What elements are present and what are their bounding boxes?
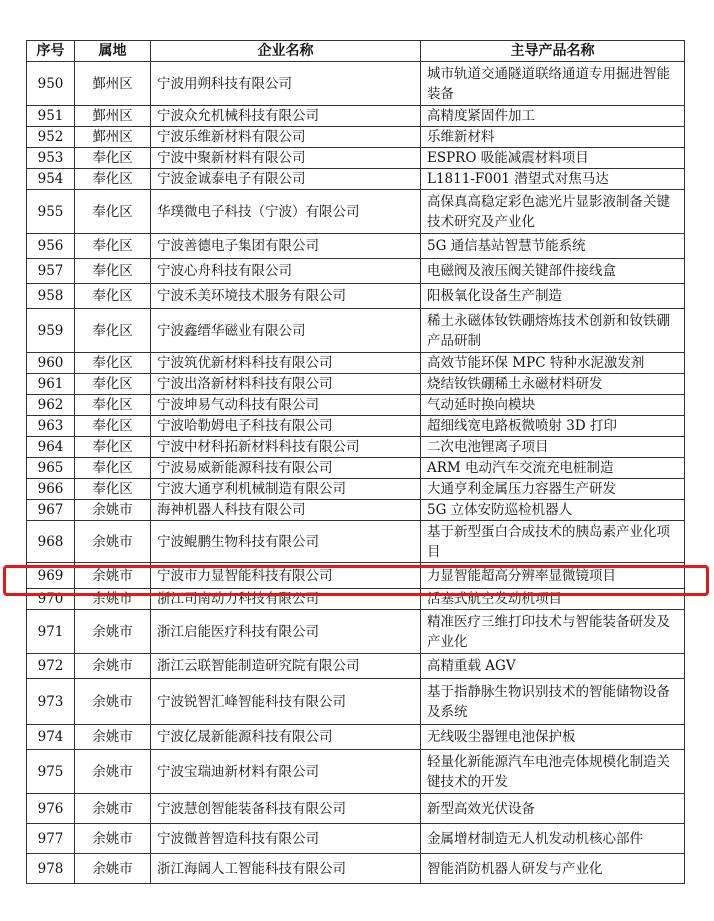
table-row bbox=[27, 62, 685, 106]
product-cell: 高保真高稳定彩色滤光片显影液制备关键技术研究及产业化 bbox=[421, 190, 685, 234]
product-cell: 阳极氧化设备生产制造 bbox=[421, 284, 685, 309]
product-cell: 无线吸尘器锂电池保护板 bbox=[421, 725, 685, 750]
seq-cell: 951 bbox=[27, 106, 75, 127]
table-row bbox=[27, 353, 685, 374]
product-cell: 乐维新材料 bbox=[421, 127, 685, 148]
company-cell: 宁波宝瑞迪新材料有限公司 bbox=[151, 750, 421, 794]
seq-cell: 965 bbox=[27, 458, 75, 479]
seq-cell: 963 bbox=[27, 416, 75, 437]
area-cell: 奉化区 bbox=[75, 190, 151, 234]
area-cell: 余姚市 bbox=[75, 563, 151, 589]
area-cell: 余姚市 bbox=[75, 750, 151, 794]
area-cell: 鄞州区 bbox=[75, 106, 151, 127]
product-cell: 二次电池锂离子项目 bbox=[421, 437, 685, 458]
area-cell: 奉化区 bbox=[75, 234, 151, 259]
area-cell: 奉化区 bbox=[75, 416, 151, 437]
area-cell: 奉化区 bbox=[75, 148, 151, 169]
table-row bbox=[27, 127, 685, 148]
area-cell: 奉化区 bbox=[75, 309, 151, 353]
seq-cell: 964 bbox=[27, 437, 75, 458]
seq-cell: 952 bbox=[27, 127, 75, 148]
product-cell: 气动延时换向模块 bbox=[421, 395, 685, 416]
table-row bbox=[27, 169, 685, 190]
company-cell: 宁波善德电子集团有限公司 bbox=[151, 234, 421, 259]
company-cell: 宁波微普智造科技有限公司 bbox=[151, 824, 421, 854]
seq-cell: 968 bbox=[27, 521, 75, 563]
product-cell: 活塞式航空发动机项目 bbox=[421, 589, 685, 610]
company-cell: 宁波乐维新材料有限公司 bbox=[151, 127, 421, 148]
table-row bbox=[27, 148, 685, 169]
area-cell: 奉化区 bbox=[75, 284, 151, 309]
table-row bbox=[27, 654, 685, 679]
company-cell: 宁波亿晟新能源科技有限公司 bbox=[151, 725, 421, 750]
table-row bbox=[27, 309, 685, 353]
product-cell: 烧结钕铁硼稀土永磁材料研发 bbox=[421, 374, 685, 395]
table-row bbox=[27, 458, 685, 479]
table-row bbox=[27, 395, 685, 416]
product-cell: 基于指静脉生物识别技术的智能储物设备及系统 bbox=[421, 679, 685, 725]
company-cell: 宁波禾美环境技术服务有限公司 bbox=[151, 284, 421, 309]
table-row bbox=[27, 589, 685, 610]
area-cell: 奉化区 bbox=[75, 374, 151, 395]
table-row bbox=[27, 563, 685, 589]
area-cell: 余姚市 bbox=[75, 794, 151, 824]
seq-cell: 959 bbox=[27, 309, 75, 353]
product-cell: 大通亨利金属压力容器生产研发 bbox=[421, 479, 685, 500]
header-area: 属地 bbox=[75, 41, 151, 62]
product-cell: 城市轨道交通隧道联络通道专用掘进智能装备 bbox=[421, 62, 685, 106]
header-seq: 序号 bbox=[27, 41, 75, 62]
area-cell: 余姚市 bbox=[75, 725, 151, 750]
company-cell: 宁波筑优新材料科技有限公司 bbox=[151, 353, 421, 374]
product-cell: 轻量化新能源汽车电池壳体规模化制造关键技术的开发 bbox=[421, 750, 685, 794]
table-row bbox=[27, 106, 685, 127]
area-cell: 鄞州区 bbox=[75, 127, 151, 148]
header-company: 企业名称 bbox=[151, 41, 421, 62]
area-cell: 鄞州区 bbox=[75, 62, 151, 106]
table-row bbox=[27, 750, 685, 794]
area-cell: 奉化区 bbox=[75, 479, 151, 500]
table-row bbox=[27, 190, 685, 234]
company-cell: 海神机器人科技有限公司 bbox=[151, 500, 421, 521]
seq-cell: 967 bbox=[27, 500, 75, 521]
table-row bbox=[27, 374, 685, 395]
table-row bbox=[27, 500, 685, 521]
product-cell: ESPRO 吸能减震材料项目 bbox=[421, 148, 685, 169]
company-cell: 宁波出洛新材料科技有限公司 bbox=[151, 374, 421, 395]
company-cell: 宁波鲲鹏生物科技有限公司 bbox=[151, 521, 421, 563]
product-cell: L1811-F001 潜望式对焦马达 bbox=[421, 169, 685, 190]
table-row bbox=[27, 824, 685, 854]
area-cell: 奉化区 bbox=[75, 437, 151, 458]
product-cell: 基于新型蛋白合成技术的胰岛素产业化项目 bbox=[421, 521, 685, 563]
enterprise-table bbox=[26, 40, 685, 884]
area-cell: 奉化区 bbox=[75, 458, 151, 479]
table-row bbox=[27, 854, 685, 884]
seq-cell: 953 bbox=[27, 148, 75, 169]
company-cell: 浙江司南动力科技有限公司 bbox=[151, 589, 421, 610]
table-row bbox=[27, 725, 685, 750]
seq-cell: 978 bbox=[27, 854, 75, 884]
company-cell: 浙江启能医疗科技有限公司 bbox=[151, 610, 421, 654]
seq-cell: 954 bbox=[27, 169, 75, 190]
product-cell: 精准医疗三维打印技术与智能装备研发及产业化 bbox=[421, 610, 685, 654]
table-row bbox=[27, 234, 685, 259]
seq-cell: 969 bbox=[27, 563, 75, 589]
company-cell: 宁波哈勒姆电子科技有限公司 bbox=[151, 416, 421, 437]
product-cell: ARM 电动汽车交流充电桩制造 bbox=[421, 458, 685, 479]
table-row bbox=[27, 284, 685, 309]
table-row bbox=[27, 259, 685, 284]
company-cell: 宁波坤易气动科技有限公司 bbox=[151, 395, 421, 416]
seq-cell: 977 bbox=[27, 824, 75, 854]
area-cell: 奉化区 bbox=[75, 395, 151, 416]
area-cell: 余姚市 bbox=[75, 610, 151, 654]
company-cell: 浙江海阔人工智能科技有限公司 bbox=[151, 854, 421, 884]
company-cell: 宁波众允机械科技有限公司 bbox=[151, 106, 421, 127]
area-cell: 余姚市 bbox=[75, 521, 151, 563]
product-cell: 5G 立体安防巡检机器人 bbox=[421, 500, 685, 521]
area-cell: 余姚市 bbox=[75, 500, 151, 521]
seq-cell: 975 bbox=[27, 750, 75, 794]
company-cell: 宁波慧创智能装备科技有限公司 bbox=[151, 794, 421, 824]
area-cell: 余姚市 bbox=[75, 589, 151, 610]
product-cell: 力显智能超高分辨率显微镜项目 bbox=[421, 563, 685, 589]
seq-cell: 960 bbox=[27, 353, 75, 374]
product-cell: 5G 通信基站智慧节能系统 bbox=[421, 234, 685, 259]
header-product: 主导产品名称 bbox=[421, 41, 685, 62]
table-row bbox=[27, 437, 685, 458]
company-cell: 宁波大通亨利机械制造有限公司 bbox=[151, 479, 421, 500]
company-cell: 宁波用朔科技有限公司 bbox=[151, 62, 421, 106]
company-cell: 宁波中聚新材料有限公司 bbox=[151, 148, 421, 169]
seq-cell: 958 bbox=[27, 284, 75, 309]
seq-cell: 974 bbox=[27, 725, 75, 750]
product-cell: 高精重载 AGV bbox=[421, 654, 685, 679]
seq-cell: 976 bbox=[27, 794, 75, 824]
company-cell: 宁波市力显智能科技有限公司 bbox=[151, 563, 421, 589]
seq-cell: 970 bbox=[27, 589, 75, 610]
company-cell: 宁波易威新能源科技有限公司 bbox=[151, 458, 421, 479]
area-cell: 余姚市 bbox=[75, 679, 151, 725]
seq-cell: 972 bbox=[27, 654, 75, 679]
seq-cell: 950 bbox=[27, 62, 75, 106]
company-cell: 华璞微电子科技（宁波）有限公司 bbox=[151, 190, 421, 234]
product-cell: 高精度紧固件加工 bbox=[421, 106, 685, 127]
table-row bbox=[27, 416, 685, 437]
seq-cell: 957 bbox=[27, 259, 75, 284]
table-row bbox=[27, 679, 685, 725]
seq-cell: 973 bbox=[27, 679, 75, 725]
product-cell: 高效节能环保 MPC 特种水泥激发剂 bbox=[421, 353, 685, 374]
company-cell: 宁波中材科拓新材料科技有限公司 bbox=[151, 437, 421, 458]
area-cell: 余姚市 bbox=[75, 824, 151, 854]
company-cell: 宁波锐智汇峰智能科技有限公司 bbox=[151, 679, 421, 725]
seq-cell: 955 bbox=[27, 190, 75, 234]
product-cell: 智能消防机器人研发与产业化 bbox=[421, 854, 685, 884]
product-cell: 金属增材制造无人机发动机核心部件 bbox=[421, 824, 685, 854]
area-cell: 奉化区 bbox=[75, 169, 151, 190]
product-cell: 电磁阀及液压阀关键部件接线盒 bbox=[421, 259, 685, 284]
table-row bbox=[27, 610, 685, 654]
table-row bbox=[27, 794, 685, 824]
company-cell: 浙江云联智能制造研究院有限公司 bbox=[151, 654, 421, 679]
product-cell: 稀土永磁体钕铁硼熔炼技术创新和钕铁硼产品研制 bbox=[421, 309, 685, 353]
seq-cell: 962 bbox=[27, 395, 75, 416]
company-cell: 宁波心舟科技有限公司 bbox=[151, 259, 421, 284]
table-header-row bbox=[27, 41, 685, 62]
company-cell: 宁波金诚泰电子有限公司 bbox=[151, 169, 421, 190]
area-cell: 奉化区 bbox=[75, 259, 151, 284]
company-cell: 宁波鑫缙华磁业有限公司 bbox=[151, 309, 421, 353]
seq-cell: 971 bbox=[27, 610, 75, 654]
product-cell: 超细线宽电路板微喷射 3D 打印 bbox=[421, 416, 685, 437]
area-cell: 奉化区 bbox=[75, 353, 151, 374]
area-cell: 余姚市 bbox=[75, 854, 151, 884]
area-cell: 余姚市 bbox=[75, 654, 151, 679]
seq-cell: 966 bbox=[27, 479, 75, 500]
seq-cell: 956 bbox=[27, 234, 75, 259]
table-row bbox=[27, 479, 685, 500]
product-cell: 新型高效光伏设备 bbox=[421, 794, 685, 824]
seq-cell: 961 bbox=[27, 374, 75, 395]
table-row bbox=[27, 521, 685, 563]
